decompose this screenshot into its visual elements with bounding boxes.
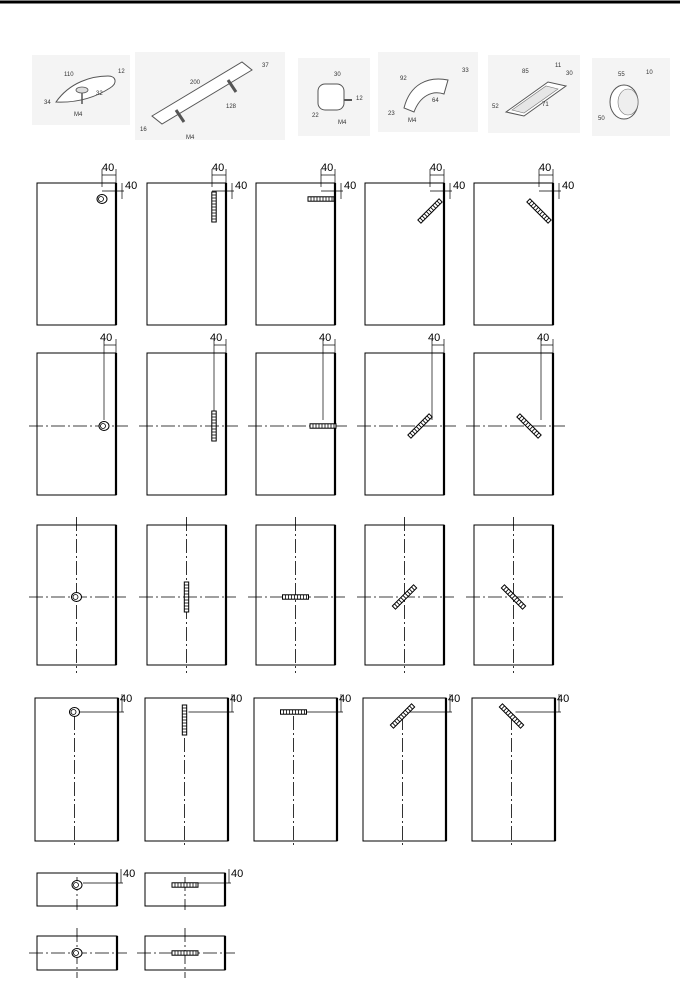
handle-bar	[172, 951, 198, 955]
handle-symbol	[184, 582, 188, 612]
handle-symbol	[310, 424, 336, 428]
dimension-label: 40	[100, 332, 113, 344]
product-thumbnails	[32, 52, 670, 141]
product-label: 85	[522, 69, 529, 75]
product-label: M4	[338, 120, 347, 126]
handle-bar	[308, 197, 334, 201]
handle-symbol	[172, 883, 198, 887]
product-label: 200	[190, 80, 201, 86]
product-label: 12	[118, 69, 125, 75]
handle-symbol	[212, 411, 216, 441]
drawer-centre	[137, 928, 235, 978]
product-bar-handle	[135, 52, 285, 141]
product-label: M4	[408, 118, 417, 124]
hardware-knob	[72, 881, 82, 890]
product-label: 71	[542, 102, 549, 108]
dimension-label: 40	[321, 162, 334, 174]
product-cleat-knob	[32, 55, 130, 125]
dimension-label: 40	[339, 693, 352, 705]
hardware-knob	[99, 422, 109, 431]
dimension-label: 40	[210, 332, 223, 344]
door-top-corner	[365, 162, 465, 325]
hardware-diag1	[418, 199, 442, 223]
dimension-label: 40	[125, 180, 138, 192]
dimension-label: 40	[557, 693, 570, 705]
product-label: 55	[618, 72, 625, 78]
dimension-label: 40	[212, 162, 225, 174]
handle-symbol	[527, 199, 551, 223]
door-panel	[254, 698, 337, 841]
hardware-vertical	[212, 192, 216, 222]
hardware-horizontal	[281, 710, 307, 714]
door-top-centre-line	[472, 693, 569, 847]
hardware-knob	[70, 708, 80, 717]
cabinet-drawings	[29, 162, 574, 978]
handle-symbol	[281, 710, 307, 714]
door-centre	[357, 517, 454, 673]
door-top-centre-line	[35, 693, 132, 847]
hardware-vertical	[184, 582, 188, 612]
drawer-centre	[29, 928, 127, 978]
handle-bar	[281, 710, 307, 714]
dimension-label: 40	[102, 162, 115, 174]
handle-symbol	[308, 197, 334, 201]
product-label: 16	[140, 127, 147, 133]
dimension-label: 40	[428, 332, 441, 344]
dimension-label: 40	[430, 162, 443, 174]
handle-symbol	[172, 951, 198, 955]
door-centre	[248, 517, 345, 673]
door-panel	[256, 183, 335, 325]
handle-bar	[283, 595, 309, 599]
door-panel	[37, 183, 116, 325]
hardware-knob	[97, 195, 107, 204]
handle-symbol	[182, 705, 186, 735]
door-top-centre-line	[254, 693, 351, 847]
dimension-label: 40	[562, 180, 575, 192]
door-top-corner	[256, 162, 356, 325]
handle-symbol	[283, 595, 309, 599]
door-side-middle	[248, 332, 347, 495]
dimension-label: 40	[537, 332, 550, 344]
hardware-horizontal	[172, 951, 198, 955]
door-panel	[35, 698, 118, 841]
door-centre	[29, 517, 126, 673]
dimension-label: 40	[539, 162, 552, 174]
product-label: 52	[492, 104, 499, 110]
product-label: 22	[312, 113, 319, 119]
hardware-horizontal	[283, 595, 309, 599]
product-square-knob	[298, 58, 370, 136]
product-recessed-pull	[488, 55, 580, 133]
product-label: 12	[356, 96, 363, 102]
door-top-centre-line	[145, 693, 242, 847]
product-label: 30	[566, 71, 573, 77]
dimension-label: 40	[344, 180, 357, 192]
hardware-knob	[72, 593, 82, 602]
dimension-label: 40	[319, 332, 332, 344]
hardware-diag2	[527, 199, 551, 223]
door-side-middle	[466, 332, 565, 495]
product-label: 10	[646, 70, 653, 76]
hardware-vertical	[212, 411, 216, 441]
product-label: 64	[432, 98, 439, 104]
hardware-knob	[72, 949, 82, 958]
handle-bar	[310, 424, 336, 428]
dimension-label: 40	[448, 693, 461, 705]
door-top-corner	[37, 162, 137, 325]
handle-symbol	[418, 199, 442, 223]
product-label: 30	[334, 72, 341, 78]
product-label: 11	[555, 63, 562, 69]
door-centre	[139, 517, 236, 673]
product-label: 110	[64, 72, 74, 78]
handle-bar	[172, 883, 198, 887]
door-panel	[365, 183, 444, 325]
dimension-label: 40	[123, 868, 136, 880]
dimension-label: 40	[231, 868, 244, 880]
door-panel	[474, 183, 553, 325]
drawer-top	[145, 868, 243, 910]
product-arc-handle	[378, 52, 478, 132]
door-top-centre-line	[363, 693, 460, 847]
dimension-label: 40	[120, 693, 133, 705]
product-label: M4	[186, 135, 195, 141]
product-label: 32	[96, 91, 103, 97]
door-panel	[363, 698, 446, 841]
door-centre	[466, 517, 563, 673]
product-label: M4	[74, 112, 83, 118]
drawer-top	[37, 868, 135, 910]
product-label: 23	[388, 111, 395, 117]
product-label: 37	[262, 63, 269, 69]
hardware-horizontal	[172, 883, 198, 887]
product-label: 92	[400, 76, 407, 82]
door-top-corner	[474, 162, 574, 325]
dimension-label: 40	[453, 180, 466, 192]
hardware-vertical	[182, 705, 186, 735]
dimension-label: 40	[230, 693, 243, 705]
product-label: 50	[598, 116, 605, 122]
product-label: 34	[44, 100, 51, 106]
door-top-corner	[147, 162, 247, 325]
door-side-middle	[139, 332, 238, 495]
door-side-middle	[357, 332, 456, 495]
handle-symbol	[212, 192, 216, 222]
hardware-horizontal	[310, 424, 336, 428]
product-label: 128	[226, 104, 237, 110]
product-round-knob	[592, 58, 670, 136]
product-label: 33	[462, 68, 469, 74]
dimension-label: 40	[235, 180, 248, 192]
door-side-middle	[29, 332, 128, 495]
hardware-horizontal	[308, 197, 334, 201]
